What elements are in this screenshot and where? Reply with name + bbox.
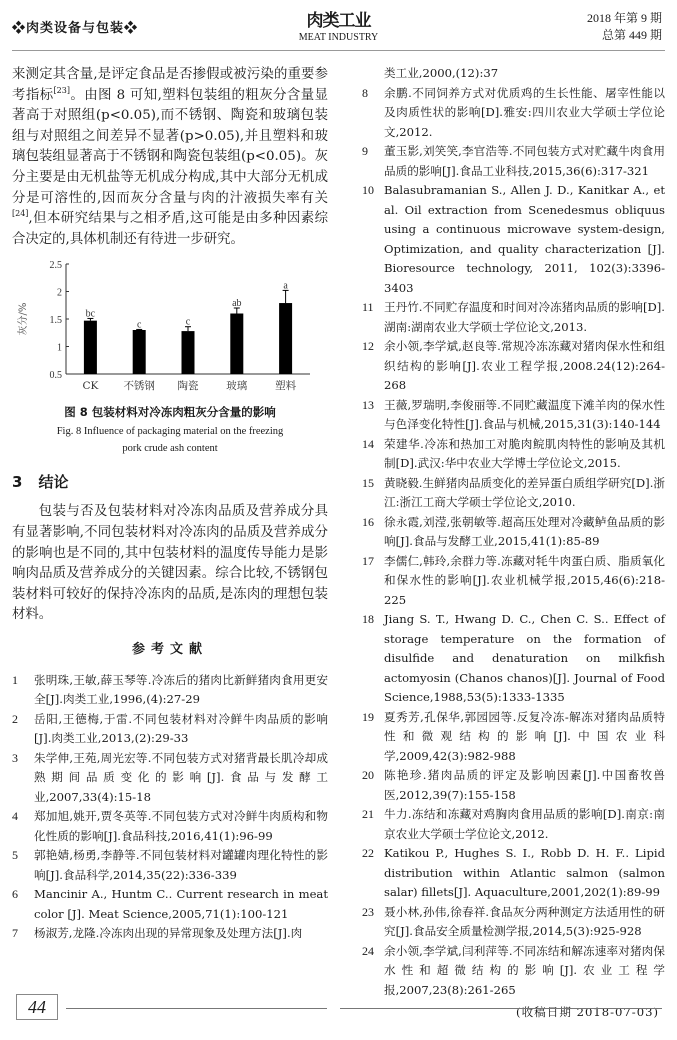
reference-text: 徐永霞,刘滢,张朝敏等.超高压处理对冷藏鲈鱼品质的影响[J].食品与发酵工业,2015,41(1):85-89 — [384, 514, 665, 548]
significance-label: c — [136, 319, 142, 331]
y-tick-label: 1.5 — [49, 315, 62, 327]
reference-number: 12 — [362, 339, 374, 353]
reference-item — [362, 435, 665, 474]
reference-text: 聂小林,孙伟,徐春祥.食品灰分两种测定方法适用性的研究[J].食品安全质量检测学报,2014,5(3):925-928 — [384, 904, 665, 938]
reference-item — [362, 298, 665, 337]
reference-text: 陈艳珍.猪肉品质的评定及影响因素[J].中国畜牧兽医,2012,39(7):155-158 — [384, 768, 665, 802]
reference-item — [12, 710, 328, 749]
reference-text: 夏秀芳,孔保华,郭园园等.反复冷冻-解冻对猪肉品质特性和微观结构的影响[J].中国农业科学,2009,42(3):982-988 — [384, 709, 665, 763]
reference-item — [12, 671, 328, 710]
journal-logo — [0, 6, 677, 43]
page-number: 44 — [16, 994, 58, 1020]
x-tick-label: 陶瓷 — [177, 380, 199, 393]
bar — [84, 321, 97, 374]
total-issue: 总第 449 期 — [601, 28, 662, 42]
reference-text: Balasubramanian S., Allen J. D., Kanitkar A., et al. Oil extraction from Scenedesmus obliquus using a continuous microwave system-design, Optimization, and quality characterization [J]. Bioresource technology, 2011, 102(3):3396-3403 — [384, 183, 665, 295]
received-date: (收稿日期 2018-07-03) — [516, 1005, 659, 1019]
reference-item — [362, 142, 665, 181]
reference-text: 岳阳,王德梅,于雷.不同包装材料对冷鲜牛肉品质的影响[J].肉类工业,2013,(2):29-33 — [34, 711, 328, 746]
bar-chart — [12, 254, 328, 404]
reference-text: 余小领,李学斌,赵良等.常规冷冻冻藏对猪肉保水性和组织结构的影响[J].农业工程学报,2008.24(12):264-268 — [384, 339, 665, 392]
reference-item — [362, 805, 665, 844]
reference-number: 1 — [12, 672, 18, 687]
reference-item — [12, 846, 328, 885]
reference-item — [362, 708, 665, 767]
reference-number: 8 — [362, 85, 368, 100]
text: 来测定其含量,是评定食品是否掺假或被污染的重要参考指标 — [12, 67, 328, 103]
reference-item — [362, 552, 665, 611]
reference-item — [362, 474, 665, 513]
reference-number: 17 — [362, 553, 374, 568]
reference-text: 朱学伸,王苑,周光宏等.不同包装方式对猪背最长肌冷却成熟期间品质变化的影响[J].食品与发酵工业,2007,33(4):15-18 — [34, 750, 328, 804]
reference-item — [362, 181, 665, 298]
reference-number: 7 — [12, 926, 18, 941]
reference-number: 4 — [12, 809, 18, 824]
footer-divider — [340, 1008, 662, 1009]
x-tick-label: 塑料 — [275, 380, 297, 393]
x-tick-label: 玻璃 — [226, 380, 248, 393]
reference-item — [362, 903, 665, 942]
reference-text: 余鹏.不同饲养方式对优质鸡的生长性能、屠宰性能以及肉质性状的影响[D].雅安:四川农业大学硕士学位论文,2012. — [384, 85, 665, 139]
reference-number: 15 — [362, 475, 374, 490]
reference-text: 张明珠,王敏,薛玉琴等.冷冻后的猪肉比新鲜猪肉食用更安全[J].肉类工业,1996,(4):27-29 — [34, 672, 328, 707]
reference-item — [362, 513, 665, 552]
figure-caption-en — [12, 423, 328, 457]
paragraph — [12, 65, 328, 250]
reference-number: 24 — [362, 943, 374, 958]
reference-item — [12, 885, 328, 924]
reference-item — [12, 749, 328, 808]
y-axis-label: 灰分/% — [18, 302, 29, 336]
reference-item — [362, 942, 665, 1001]
reference-text: 王薇,罗瑞明,李俊丽等.不同贮藏温度下滩羊肉的保水性与色泽变化特性[J].食品与机械,2015,31(3):140-144 — [384, 397, 665, 431]
significance-label: ab — [232, 298, 242, 310]
section-label: ❖肉类设备与包装❖ — [12, 21, 139, 36]
reference-number: 14 — [362, 436, 374, 451]
reference-item — [12, 924, 328, 944]
text: 。由图 8 可知,塑料包装组的粗灰分含量显著高于对照组(p<0.05),而不锈钢、陶瓷和玻璃包装组与对照组之间差异不显著(p>0.05),并且塑料和玻璃包装组显著高于不锈钢和陶瓷包装组(p<0.05)。灰分主要是由无机盐等无机成分构成,其中大部分无机成分是可溶性的,因而灰分含量与肉的汁液损失率有关 — [12, 87, 329, 206]
body-text — [12, 65, 328, 250]
reference-number: 2 — [12, 711, 18, 726]
bar — [133, 330, 146, 374]
reference-text: 余小领,李学斌,闫利萍等.不同冻结和解冻速率对猪肉保水性和超微结构的影响[J].农业工程学报,2007,23(8):261-265 — [384, 943, 665, 997]
caption-line: Fig. 8 Influence of packaging material on the freezing — [56, 426, 284, 438]
reference-continuation: 类工业,2000,(12):37 — [384, 66, 499, 80]
reference-text: 郑加旭,姚开,贾冬英等.不同包装方式对冷鲜牛肉质构和物化性质的影响[J].食品科技,2016,41(1):96-99 — [34, 809, 328, 843]
reference-item — [362, 766, 665, 805]
issue-info — [587, 10, 662, 44]
header-divider — [12, 50, 665, 51]
reference-text: Mancinir A., Huntm C.. Current research in meat color [J]. Meat Science,2005,71(1):100-121 — [34, 887, 328, 921]
significance-label: a — [283, 280, 288, 292]
bar — [279, 303, 292, 374]
x-tick-label: 不锈钢 — [123, 380, 155, 393]
section-number: 3 — [12, 473, 23, 492]
y-tick-label: 0.5 — [49, 370, 62, 382]
significance-label: bc — [85, 308, 96, 320]
reference-number: 3 — [12, 750, 18, 765]
reference-text: 黄晓毅.生鲜猪肉品质变化的差异蛋白质组学研究[D].浙江:浙江工商大学硕士学位论文,2010. — [384, 475, 665, 509]
reference-item — [362, 396, 665, 435]
left-column — [12, 65, 328, 944]
reference-number: 18 — [362, 612, 374, 626]
y-tick-label: 2.5 — [49, 260, 62, 272]
issue: 2018 年第 9 期 — [586, 11, 662, 25]
reference-number: 16 — [362, 514, 374, 529]
figure-8-chart — [12, 254, 328, 404]
reference-number: 10 — [362, 183, 374, 197]
reference-number: 5 — [12, 848, 18, 863]
journal-name-cn: 肉类工业 — [306, 11, 371, 31]
reference-item — [362, 337, 665, 396]
bar — [230, 314, 243, 375]
reference-text: 王丹竹.不同贮存温度和时间对冷冻猪肉品质的影响[D].湖南:湖南农业大学硕士学位论文,2013. — [384, 300, 665, 334]
reference-item — [362, 610, 665, 708]
reference-text: 荣建华.冷冻和热加工对脆肉鲩肌肉特性的影响及其机制[D].武汉:华中农业大学博士学位论文,2015. — [384, 436, 665, 470]
journal-name-en: MEAT INDUSTRY — [298, 32, 379, 43]
reference-list — [362, 84, 665, 1001]
reference-text: 李儒仁,韩玲,余群力等.冻藏对牦牛肉蛋白质、脂质氧化和保水性的影响[J].农业机械学报,2015,46(6):218-225 — [384, 553, 665, 607]
reference-number: 20 — [362, 768, 374, 782]
reference-list — [12, 671, 328, 944]
reference-item — [362, 84, 665, 143]
footer-divider — [66, 1008, 327, 1009]
reference-text: 郭艳婧,杨勇,李静等.不同包装材料对罐罐肉理化特性的影响[J].食品科学,2014,35(22):336-339 — [34, 848, 328, 882]
references-heading: 参考文献 — [131, 641, 208, 657]
reference-text: Katikou P., Hughes S. I., Robb D. H. F.. Lipid distribution within Atlantic salmon (salmon salar) fillets[J]. Aquaculture,2001,202(1):89-99 — [384, 846, 665, 899]
x-tick-label: CK — [82, 380, 99, 393]
reference-item — [362, 844, 665, 903]
reference-text: 董玉影,刘笑笑,李官浩等.不同包装方式对贮藏牛肉食用品质的影响[J].食品工业科技,2015,36(6):317-321 — [384, 144, 665, 178]
reference-text: 杨淑芳,龙隆.冷冻肉出现的异常现象及处理方法[J].肉 — [34, 926, 303, 941]
y-tick-label: 1 — [57, 342, 62, 354]
caption-line: pork crude ash content — [122, 443, 218, 455]
reference-number: 22 — [362, 846, 374, 860]
conclusion-paragraph: 包装与否及包装材料对冷冻肉品质及营养成分具有显著影响,不同包装材料对冷冻肉的品质及营养成分的影响也是不同的,其中包装材料的温度传导能力是影响肉品质及营养成分的关键因素。综合比较,不锈钢包装材料可较好的保持冷冻肉的品质,是冻肉的理想包装材料。 — [12, 504, 328, 623]
reference-number: 23 — [362, 904, 374, 919]
reference-number: 9 — [362, 144, 368, 158]
text: ,但本研究结果与之相矛盾,这可能是由多种因素综合决定的,具体机制还有待进一步研究。 — [12, 211, 328, 247]
section-title: 结论 — [38, 473, 69, 492]
bar — [182, 331, 195, 374]
reference-number: 19 — [362, 709, 374, 724]
citation[interactable]: [23] — [53, 85, 70, 95]
significance-label: c — [185, 317, 191, 329]
reference-text: Jiang S. T., Hwang D. C., Chen C. S.. Effect of storage temperature on the formation of disulfide and denaturation on milkfish actomyosin (Chanos chanos)[J]. Journal of Food Science,1988,53(5):1333-1335 — [384, 612, 665, 704]
reference-number: 21 — [362, 807, 374, 821]
figure-caption-cn: 图 8 包装材料对冷冻肉粗灰分含量的影响 — [64, 405, 276, 420]
citation[interactable]: [24] — [12, 209, 29, 219]
reference-number: 6 — [12, 887, 18, 902]
section-heading — [12, 471, 328, 492]
reference-number: 13 — [362, 397, 374, 412]
right-column — [362, 64, 665, 1020]
reference-number: 11 — [362, 300, 374, 314]
reference-item — [12, 807, 328, 846]
y-tick-label: 2 — [57, 287, 62, 299]
reference-text: 牛力.冻结和冻藏对鸡胸肉食用品质的影响[D].南京:南京农业大学硕士学位论文,2012. — [384, 807, 665, 841]
